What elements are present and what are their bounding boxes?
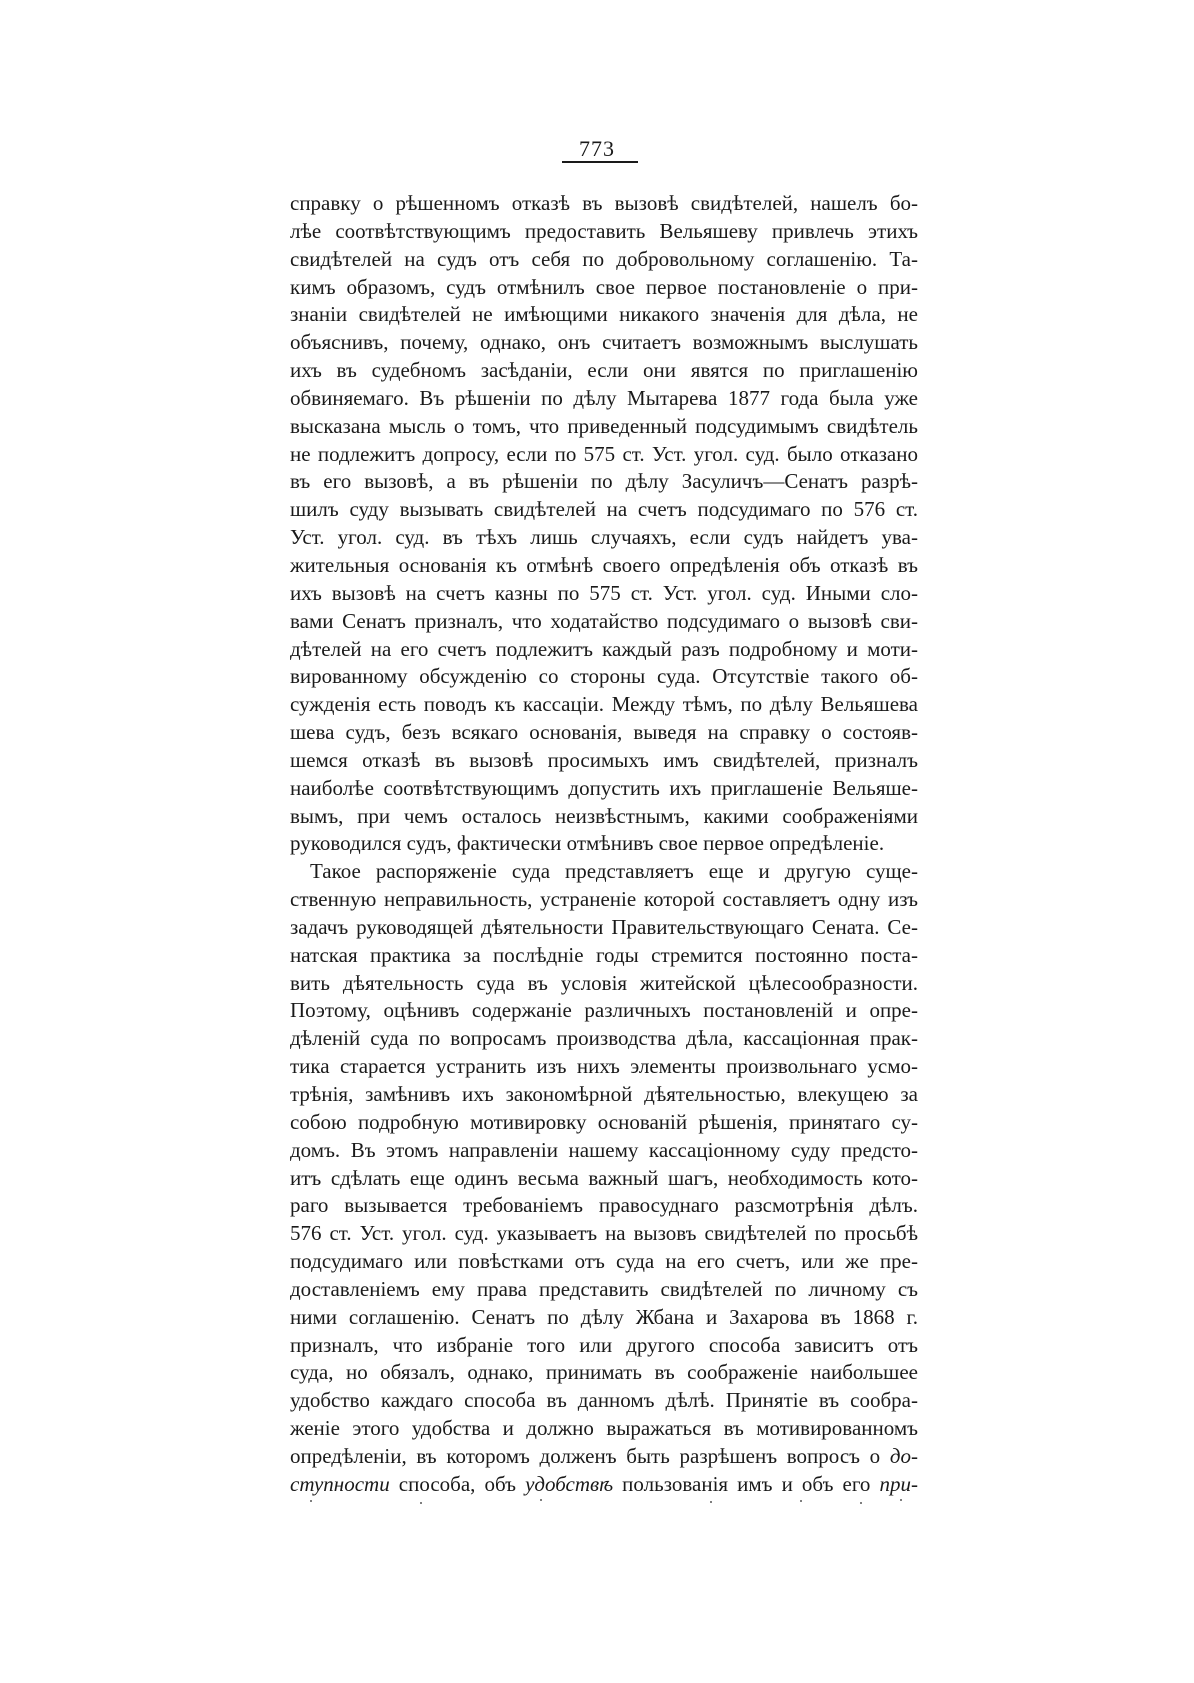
body-text: [290, 190, 918, 1499]
speck: [860, 1502, 862, 1504]
text-line: задачъ руководящей дѣятельности Правительствующаго Сената. Се-: [290, 914, 918, 939]
text-line: Поэтому, оцѣнивъ содержаніе различныхъ постановленій и опре-: [290, 998, 918, 1023]
text-line: итъ сдѣлать еще одинъ весьма важный шагъ, необходимость кото-: [290, 1165, 918, 1190]
text-line: въ его вызовѣ, а въ рѣшеніи по дѣлу Засуличъ—Сенатъ разрѣ-: [290, 469, 918, 494]
text-line: руководился судъ, фактически отмѣнивъ свое первое опредѣленіе.: [290, 831, 885, 856]
text-fragment: способа, объ: [389, 1471, 526, 1496]
speck: [310, 1500, 312, 1502]
text-line: вить дѣятельность суда въ условія житейской цѣлесообразности.: [290, 970, 918, 995]
italic-fragment: удобствѣ: [525, 1471, 614, 1496]
text-line: удобство каждаго способа въ данномъ дѣлѣ. Принятіе въ сообра-: [290, 1388, 918, 1413]
text-line: вированному обсужденію со стороны суда. Отсутствіе такого об-: [290, 664, 918, 689]
text-line: шева судъ, безъ всякаго основанія, выведя на справку о состояв-: [290, 720, 918, 745]
text-line-with-italic: [290, 1443, 918, 1471]
text-line: собою подробную мотивировку основаній рѣшенія, принятаго су-: [290, 1109, 918, 1134]
text-line: ственную неправильность, устраненіе которой составляетъ одну изъ: [290, 887, 918, 912]
text-line: ихъ въ судебномъ засѣданіи, если они явятся по приглашенію: [290, 358, 918, 383]
text-line: Уст. угол. суд. въ тѣхъ лишь случаяхъ, если судъ найдетъ ува-: [290, 525, 918, 550]
print-specks: [300, 1498, 920, 1506]
text-line: ихъ вызовѣ на счетъ казны по 575 ст. Уст. угол. суд. Иными сло-: [290, 580, 918, 605]
text-line: знаніи свидѣтелей не имѣющими никакого значенія для дѣла, не: [290, 302, 918, 327]
text-fragment: пользованія имъ и объ его: [613, 1471, 880, 1496]
text-line: дѣтелей на его счетъ подлежитъ каждый разъ подробному и моти-: [290, 636, 918, 661]
text-line: справку о рѣшенномъ отказѣ въ вызовѣ свидѣтелей, нашелъ бо-: [290, 191, 918, 215]
text-line: суда, но обязалъ, однако, принимать въ соображеніе наибольшее: [290, 1360, 918, 1385]
speck: [420, 1502, 422, 1504]
text-line: шилъ суду вызывать свидѣтелей на счетъ подсудимаго по 576 ст.: [290, 497, 918, 522]
text-line: сужденія есть поводъ къ кассаціи. Между тѣмъ, по дѣлу Вельяшева: [290, 692, 918, 717]
text-line: трѣнія, замѣнивъ ихъ закономѣрной дѣятельностью, влекущею за: [290, 1082, 918, 1106]
text-line: призналъ, что избраніе того или другого способа зависитъ отъ: [290, 1332, 918, 1357]
italic-fragment: ступности: [290, 1471, 390, 1496]
text-line: вымъ, при чемъ осталось неизвѣстнымъ, какими соображеніями: [290, 803, 918, 828]
text-fragment: опредѣленіи, въ которомъ долженъ быть разрѣшенъ вопросъ о: [290, 1443, 890, 1468]
text-line: наиболѣе соотвѣтствующимъ допустить ихъ приглашеніе Вельяше-: [290, 775, 918, 800]
italic-fragment: до-: [889, 1443, 918, 1468]
italic-fragment: при-: [879, 1471, 918, 1496]
text-line: свидѣтелей на судъ отъ себя по добровольному соглашенію. Та-: [290, 246, 918, 271]
text-line: кимъ образомъ, судъ отмѣнилъ свое первое постановленіе о при-: [290, 274, 918, 299]
text-line: шемся отказѣ въ вызовѣ просимыхъ имъ свидѣтелей, призналъ: [290, 747, 918, 772]
speck: [800, 1500, 802, 1502]
text-line: вами Сенатъ призналъ, что ходатайство подсудимаго о вызовѣ сви-: [290, 608, 918, 633]
text-line: высказана мысль о томъ, что приведенный подсудимымъ свидѣтель: [290, 413, 918, 438]
text-line: натская практика за послѣдніе годы стремится постоянно поста-: [290, 942, 918, 967]
text-line: доставленіемъ ему права представить свидѣтелей по личному съ: [290, 1276, 918, 1301]
text-line: домъ. Въ этомъ направленіи нашему кассаціонному суду предсто-: [290, 1137, 918, 1162]
page-number: 773: [579, 136, 615, 161]
text-line: женіе этого удобства и должно выражаться въ мотивированномъ: [290, 1416, 918, 1441]
text-line: тика старается устранить изъ нихъ элементы произвольнаго усмо-: [290, 1054, 918, 1079]
text-line: дѣленій суда по вопросамъ производства дѣла, кассаціонная прак-: [290, 1026, 918, 1051]
text-line: не подлежитъ допросу, если по 575 ст. Уст. угол. суд. было отказано: [290, 441, 918, 466]
text-line: 576 ст. Уст. угол. суд. указываетъ на вызовъ свидѣтелей по просьбѣ: [290, 1221, 918, 1246]
text-line: раго вызывается требованіемъ правосуднаго разсмотрѣнія дѣлъ.: [290, 1193, 918, 1218]
text-line: объяснивъ, почему, однако, онъ считаетъ возможнымъ выслушать: [290, 330, 918, 355]
text-line: ними соглашенію. Сенатъ по дѣлу Жбана и Захарова въ 1868 г.: [290, 1304, 918, 1329]
text-line: жительныя основанія къ отмѣнѣ своего опредѣленія объ отказѣ въ: [290, 552, 918, 577]
page-number-rule: [562, 161, 638, 163]
text-line: лѣе соотвѣтствующимъ предоставить Вельяшеву привлечь этихъ: [290, 218, 918, 243]
speck: [710, 1501, 712, 1503]
speck: [540, 1499, 542, 1501]
speck: [900, 1499, 902, 1501]
paragraph-start-line: Такое распоряженіе суда представляетъ еще и другую суще-: [310, 859, 918, 884]
text-line: подсудимаго или повѣстками отъ суда на его счетъ, или же пре-: [290, 1249, 918, 1274]
text-line: обвиняемаго. Въ рѣшеніи по дѣлу Мытарева 1877 года была уже: [290, 385, 918, 410]
text-line-final: [290, 1471, 918, 1499]
